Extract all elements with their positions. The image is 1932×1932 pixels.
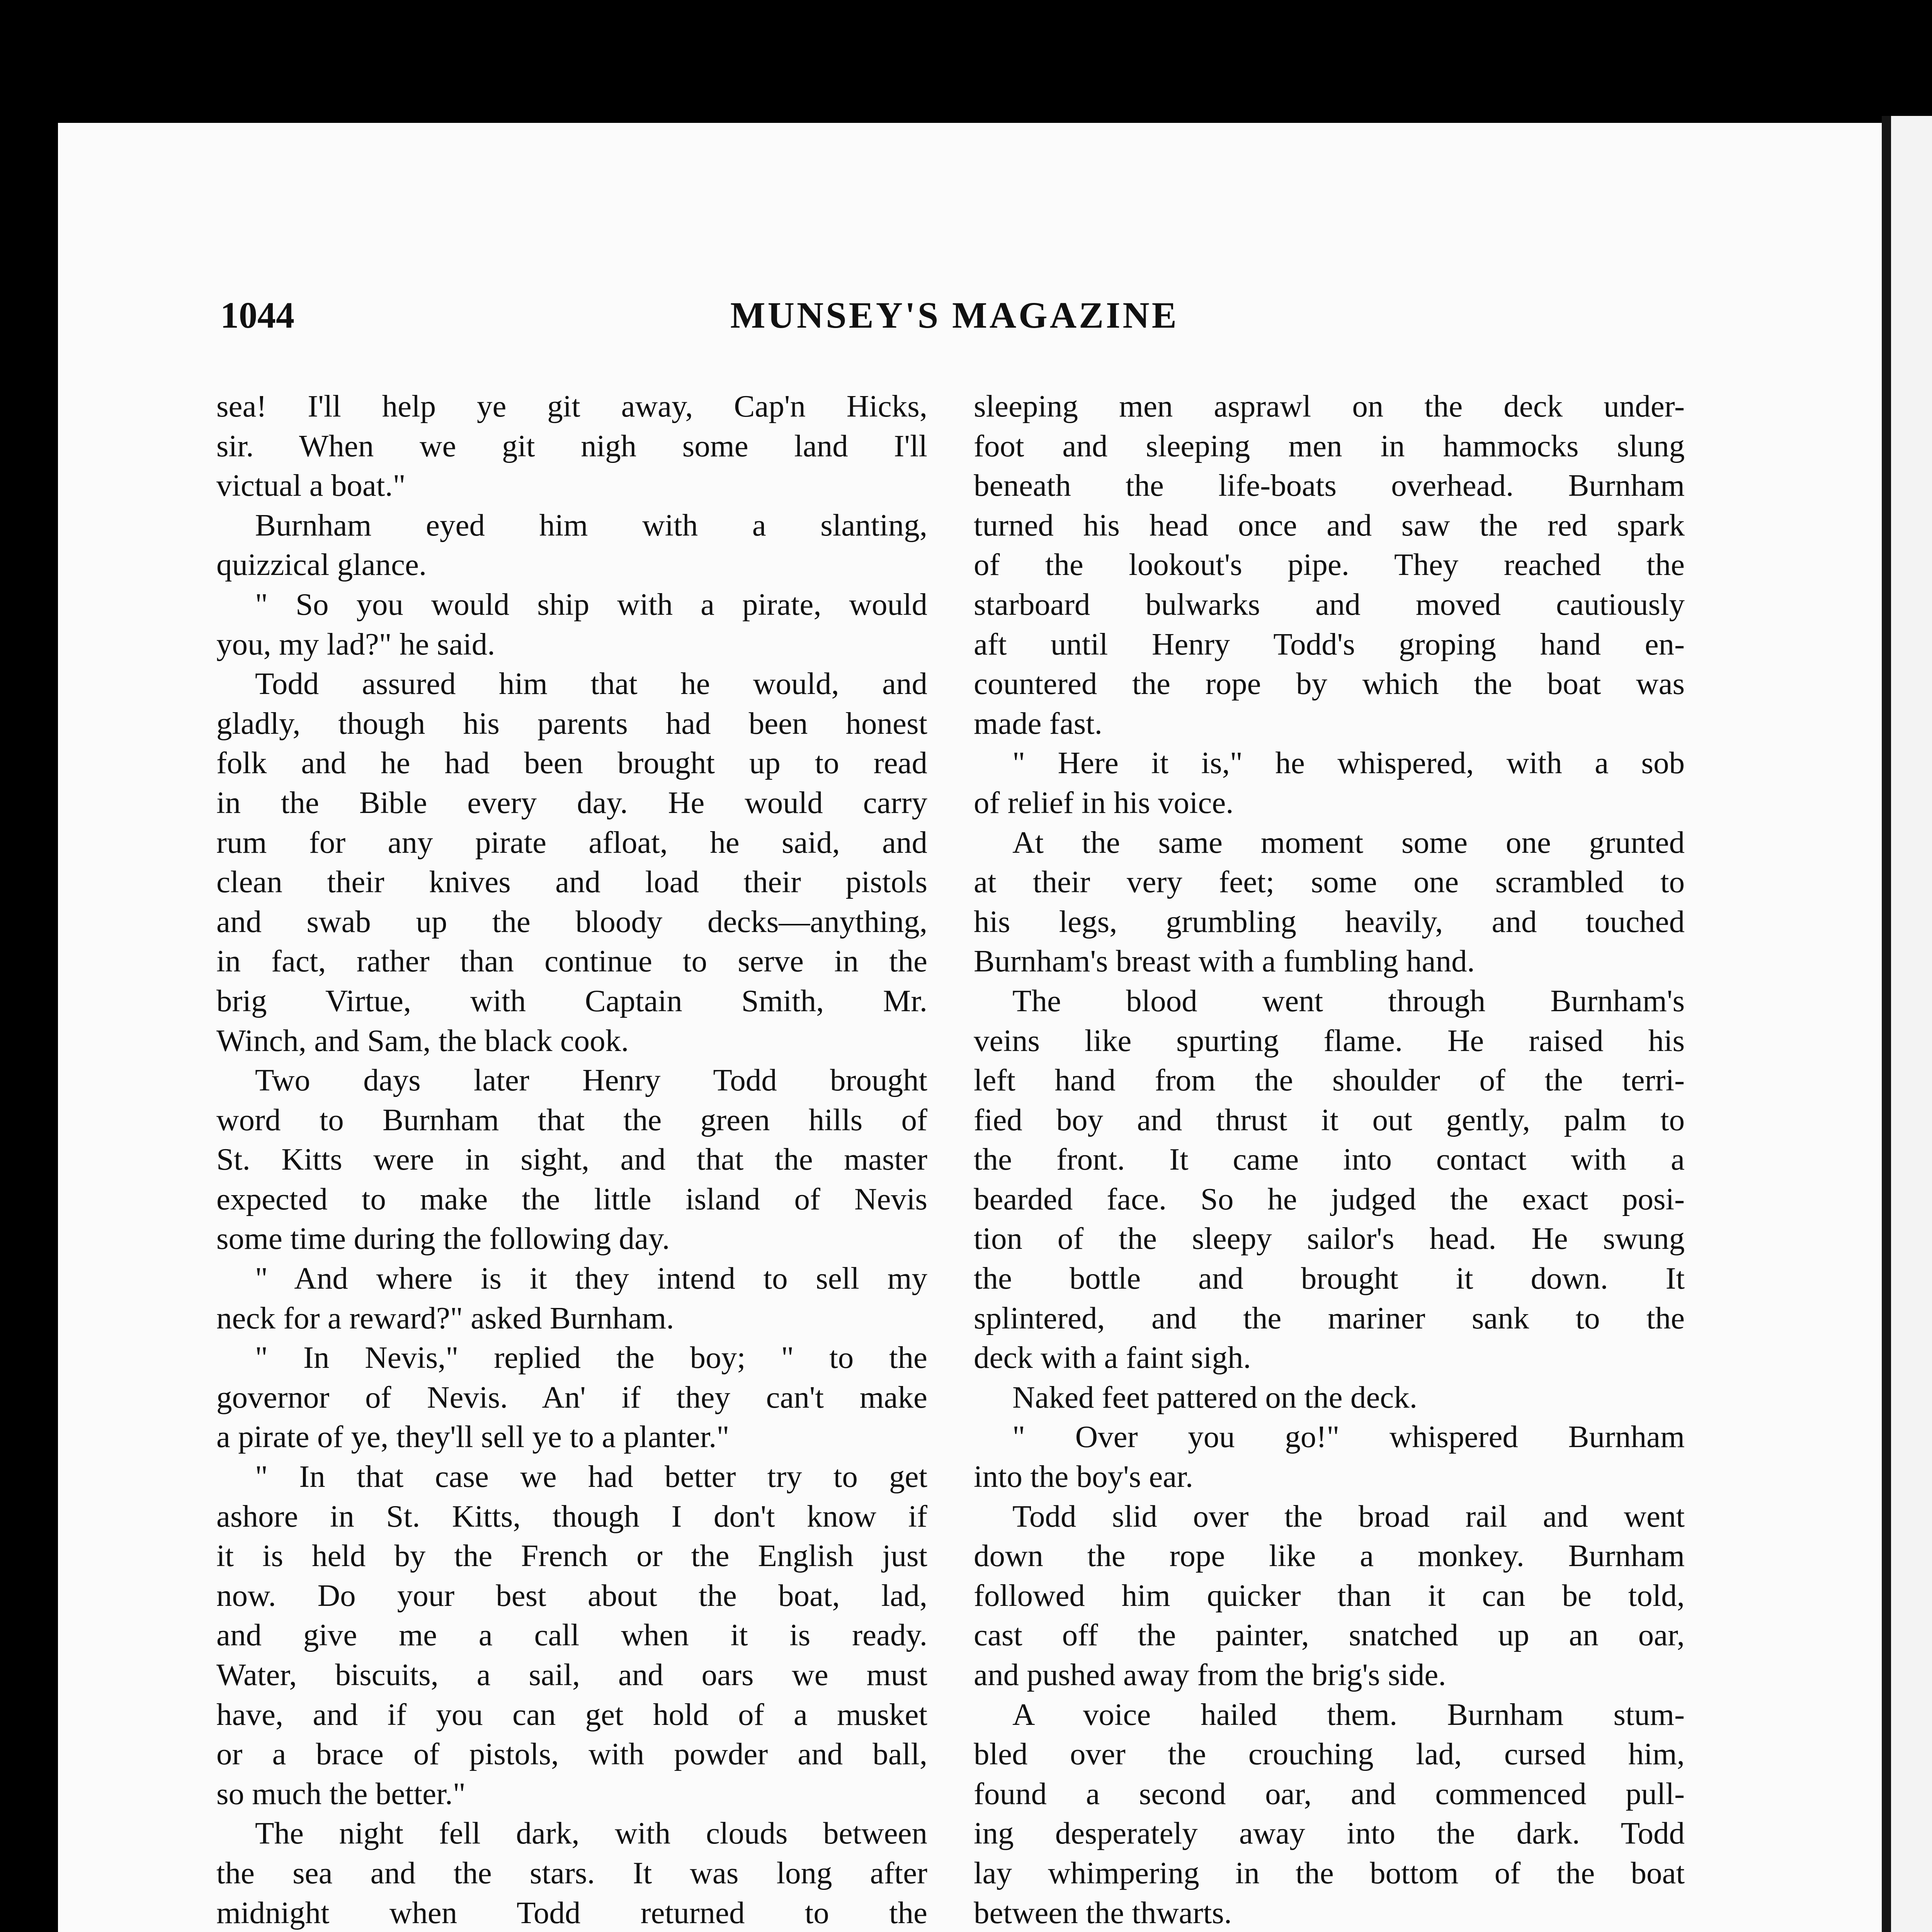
- text-line: and pushed away from the brig's side.: [974, 1657, 1446, 1692]
- text-line: his legs, grumbling heavily, and touched: [974, 904, 1685, 939]
- text-line: the sea and the stars. It was long after: [216, 1855, 927, 1890]
- running-title: MUNSEY'S MAGAZINE: [730, 294, 1179, 336]
- text-line: a pirate of ye, they'll sell ye to a planter.": [216, 1419, 730, 1454]
- text-line: turned his head once and saw the red spark: [974, 507, 1685, 543]
- page-number: 1044: [220, 294, 294, 336]
- text-line: followed him quicker than it can be told,: [974, 1578, 1685, 1613]
- text-line: word to Burnham that the green hills of: [216, 1102, 927, 1137]
- adjacent-page-edge: [1891, 116, 1932, 1932]
- text-line: at their very feet; some one scrambled to: [974, 864, 1685, 900]
- text-line: now. Do your best about the boat, lad,: [216, 1578, 927, 1613]
- text-line: neck for a reward?" asked Burnham.: [216, 1300, 674, 1335]
- text-line: folk and he had been brought up to read: [216, 745, 927, 781]
- text-line: of relief in his voice.: [974, 785, 1234, 820]
- text-line: governor of Nevis. An' if they can't make: [216, 1379, 927, 1415]
- text-line: some time during the following day.: [216, 1221, 670, 1256]
- text-line: At the same moment some one grunted: [1012, 825, 1685, 860]
- text-line: ashore in St. Kitts, though I don't know if: [216, 1498, 927, 1534]
- text-line: have, and if you can get hold of a musket: [216, 1697, 927, 1732]
- page-gutter-shadow: [1882, 116, 1891, 1932]
- text-line: Naked feet pattered on the deck.: [1012, 1379, 1417, 1415]
- text-line: foot and sleeping men in hammocks slung: [974, 428, 1685, 463]
- text-line: sea! I'll help ye git away, Cap'n Hicks,: [216, 389, 927, 423]
- text-line: " Here it is," he whispered, with a sob: [1012, 745, 1685, 781]
- text-line: ing desperately away into the dark. Todd: [974, 1816, 1685, 1851]
- right-text-column: [974, 386, 1685, 1932]
- text-line: The blood went through Burnham's: [1012, 983, 1685, 1018]
- text-line: Two days later Henry Todd brought: [255, 1063, 927, 1098]
- text-line: Burnham eyed him with a slanting,: [255, 507, 927, 543]
- text-line: of the lookout's pipe. They reached the: [974, 547, 1685, 582]
- page-header: [220, 294, 1689, 344]
- text-line: in the Bible every day. He would carry: [216, 785, 927, 820]
- text-line: between the thwarts.: [974, 1895, 1232, 1930]
- text-line: starboard bulwarks and moved cautiously: [974, 587, 1685, 622]
- text-line: countered the rope by which the boat was: [974, 666, 1685, 701]
- text-line: left hand from the shoulder of the terri-: [974, 1063, 1685, 1098]
- text-line: aft until Henry Todd's groping hand en-: [974, 626, 1685, 662]
- text-line: " In Nevis," replied the boy; " to the: [255, 1340, 927, 1375]
- text-line: veins like spurting flame. He raised his: [974, 1023, 1685, 1058]
- text-line: the front. It came into contact with a: [974, 1142, 1685, 1177]
- text-line: " In that case we had better try to get: [255, 1459, 927, 1494]
- text-line: deck with a faint sigh.: [974, 1340, 1251, 1375]
- text-line: or a brace of pistols, with powder and ball,: [216, 1736, 927, 1772]
- text-line: Todd slid over the broad rail and went: [1012, 1498, 1685, 1534]
- text-line: made fast.: [974, 706, 1102, 741]
- text-line: you, my lad?" he said.: [216, 626, 495, 662]
- text-line: victual a boat.": [216, 468, 406, 503]
- text-line: lay whimpering in the bottom of the boat: [974, 1855, 1685, 1890]
- left-text-column: [216, 386, 927, 1932]
- text-line: it is held by the French or the English just: [216, 1538, 927, 1573]
- text-line: The night fell dark, with clouds between: [255, 1816, 927, 1851]
- text-line: the bottle and brought it down. It: [974, 1261, 1685, 1296]
- text-line: rum for any pirate afloat, he said, and: [216, 825, 927, 860]
- text-line: midnight when Todd returned to the: [216, 1895, 927, 1930]
- text-line: clean their knives and load their pistols: [216, 864, 927, 900]
- text-line: cast off the painter, snatched up an oar,: [974, 1617, 1685, 1653]
- text-line: Burnham's breast with a fumbling hand.: [974, 944, 1475, 979]
- text-line: fied boy and thrust it out gently, palm to: [974, 1102, 1685, 1137]
- text-line: and give me a call when it is ready.: [216, 1617, 927, 1653]
- text-line: beneath the life-boats overhead. Burnham: [974, 468, 1685, 503]
- text-line: Todd assured him that he would, and: [255, 666, 927, 701]
- text-line: quizzical glance.: [216, 547, 427, 582]
- text-line: " And where is it they intend to sell my: [255, 1261, 927, 1296]
- text-line: gladly, though his parents had been honest: [216, 706, 927, 741]
- text-line: sir. When we git nigh some land I'll: [216, 428, 927, 463]
- text-line: expected to make the little island of Nevis: [216, 1181, 927, 1216]
- text-line: Winch, and Sam, the black cook.: [216, 1023, 629, 1058]
- text-line: St. Kitts were in sight, and that the master: [216, 1142, 927, 1177]
- text-line: tion of the sleepy sailor's head. He swung: [974, 1221, 1685, 1256]
- text-line: and swab up the bloody decks—anything,: [216, 904, 927, 939]
- text-line: A voice hailed them. Burnham stum-: [1012, 1697, 1685, 1732]
- text-line: sleeping men asprawl on the deck under-: [974, 389, 1685, 423]
- text-line: Water, biscuits, a sail, and oars we must: [216, 1657, 927, 1692]
- text-line: found a second oar, and commenced pull-: [974, 1776, 1685, 1811]
- text-line: " Over you go!" whispered Burnham: [1012, 1419, 1685, 1454]
- text-line: in fact, rather than continue to serve in the: [216, 944, 927, 979]
- text-line: down the rope like a monkey. Burnham: [974, 1538, 1685, 1573]
- text-line: brig Virtue, with Captain Smith, Mr.: [216, 983, 927, 1018]
- text-line: into the boy's ear.: [974, 1459, 1193, 1494]
- text-line: splintered, and the mariner sank to the: [974, 1300, 1685, 1335]
- text-line: so much the better.": [216, 1776, 466, 1811]
- text-line: bearded face. So he judged the exact posi-: [974, 1181, 1685, 1216]
- text-line: " So you would ship with a pirate, would: [255, 587, 927, 622]
- text-line: bled over the crouching lad, cursed him,: [974, 1736, 1685, 1772]
